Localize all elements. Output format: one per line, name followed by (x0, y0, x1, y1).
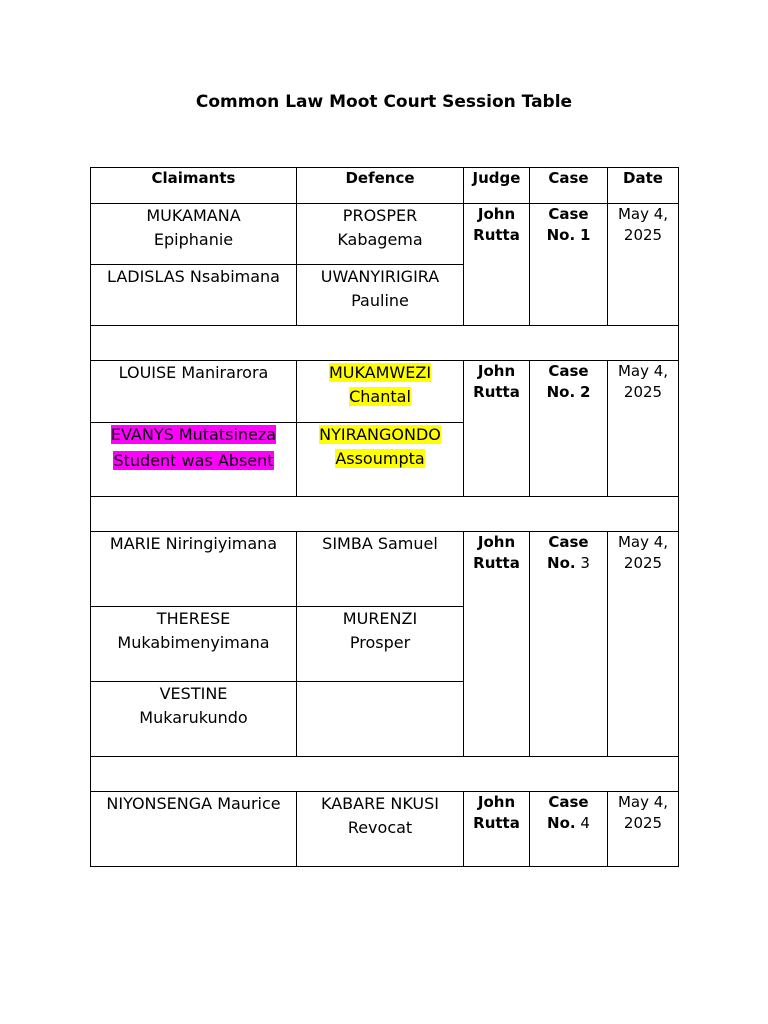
header-claimants: Claimants (91, 168, 297, 204)
defence-name-highlighted: Chantal (349, 387, 411, 406)
claimant-cell (91, 532, 297, 607)
case-cell (530, 792, 608, 867)
judge-name: Rutta (473, 383, 520, 401)
spacer-cell (91, 326, 679, 361)
claimant-name: NIYONSENGA Maurice (106, 794, 281, 813)
date-cell (608, 361, 679, 497)
defence-name: Kabagema (337, 230, 423, 249)
defence-name: PROSPER (342, 206, 418, 225)
judge-cell (464, 792, 530, 867)
case-label: Case (548, 205, 589, 223)
claimant-name: MUKAMANA (146, 206, 241, 225)
case-number: 3 (580, 554, 590, 572)
session-table (90, 167, 679, 867)
case-cell (530, 532, 608, 757)
claimant-name-highlighted: EVANYS Mutatsineza (110, 425, 277, 444)
defence-cell (297, 792, 464, 867)
date-cell (608, 204, 679, 326)
case-no-label: No. (547, 554, 576, 572)
judge-name: Rutta (473, 814, 520, 832)
defence-name: SIMBA Samuel (322, 534, 438, 553)
case-label: Case (548, 533, 589, 551)
case-label: Case (548, 793, 589, 811)
date-text: May 4, (617, 793, 669, 811)
defence-name: KABARE NKUSI (320, 794, 439, 813)
claimant-name: VESTINE (159, 684, 228, 703)
case-no-label: No. (546, 226, 576, 244)
claimant-cell (91, 204, 297, 265)
claimant-name: Mukabimenyimana (117, 633, 270, 652)
judge-name: Rutta (473, 226, 520, 244)
header-defence: Defence (297, 168, 464, 204)
spacer-row (91, 497, 679, 532)
case-cell (530, 204, 608, 326)
defence-name: Prosper (349, 633, 411, 652)
date-cell (608, 532, 679, 757)
claimant-cell (91, 361, 297, 423)
case-number: 2 (579, 383, 591, 401)
date-cell (608, 792, 679, 867)
defence-cell (297, 265, 464, 326)
defence-name: Revocat (347, 818, 413, 837)
spacer-cell (91, 757, 679, 792)
judge-name: John (477, 205, 516, 223)
header-row (91, 168, 679, 204)
defence-cell (297, 361, 464, 423)
defence-name-highlighted: NYIRANGONDO (319, 425, 441, 444)
header-date: Date (608, 168, 679, 204)
judge-cell (464, 204, 530, 326)
defence-name: UWANYIRIGIRA (320, 267, 440, 286)
absence-note: Student was Absent (113, 451, 274, 470)
judge-cell (464, 361, 530, 497)
case-no-label: No. (546, 383, 576, 401)
claimant-name: Epiphanie (153, 230, 234, 249)
claimant-name: LADISLAS Nsabimana (107, 267, 280, 286)
table-row (91, 361, 679, 423)
defence-cell (297, 423, 464, 497)
date-text: 2025 (623, 383, 663, 401)
claimant-cell (91, 682, 297, 757)
case-number: 4 (580, 814, 590, 832)
defence-cell (297, 204, 464, 265)
judge-cell (464, 532, 530, 757)
date-text: May 4, (617, 362, 669, 380)
spacer-row (91, 757, 679, 792)
defence-cell-empty (297, 682, 464, 757)
spacer-cell (91, 497, 679, 532)
claimant-cell (91, 265, 297, 326)
claimant-name: LOUISE Manirarora (118, 363, 269, 382)
table-row (91, 204, 679, 265)
date-text: 2025 (623, 226, 663, 244)
header-case: Case (530, 168, 608, 204)
claimant-cell (91, 423, 297, 497)
claimant-name: Mukarukundo (139, 708, 248, 727)
judge-name: Rutta (473, 554, 520, 572)
case-cell (530, 361, 608, 497)
claimant-cell (91, 792, 297, 867)
date-text: May 4, (617, 205, 669, 223)
claimant-name: THERESE (156, 609, 231, 628)
table-row (91, 792, 679, 867)
date-text: 2025 (623, 814, 663, 832)
claimant-name: MARIE Niringiyimana (109, 534, 278, 553)
table-row (91, 532, 679, 607)
date-text: 2025 (623, 554, 663, 572)
spacer-row (91, 326, 679, 361)
defence-name: MURENZI (342, 609, 418, 628)
case-number: 1 (579, 226, 591, 244)
defence-name-highlighted: Assoumpta (335, 449, 425, 468)
defence-name-highlighted: MUKAMWEZI (328, 363, 432, 382)
judge-name: John (477, 533, 516, 551)
judge-name: John (477, 362, 516, 380)
header-judge: Judge (464, 168, 530, 204)
case-label: Case (548, 362, 589, 380)
claimant-cell (91, 607, 297, 682)
defence-cell (297, 607, 464, 682)
case-no-label: No. (547, 814, 576, 832)
defence-name: Pauline (351, 291, 409, 310)
judge-name: John (477, 793, 516, 811)
date-text: May 4, (617, 533, 669, 551)
defence-cell (297, 532, 464, 607)
page-title: Common Law Moot Court Session Table (195, 92, 573, 112)
